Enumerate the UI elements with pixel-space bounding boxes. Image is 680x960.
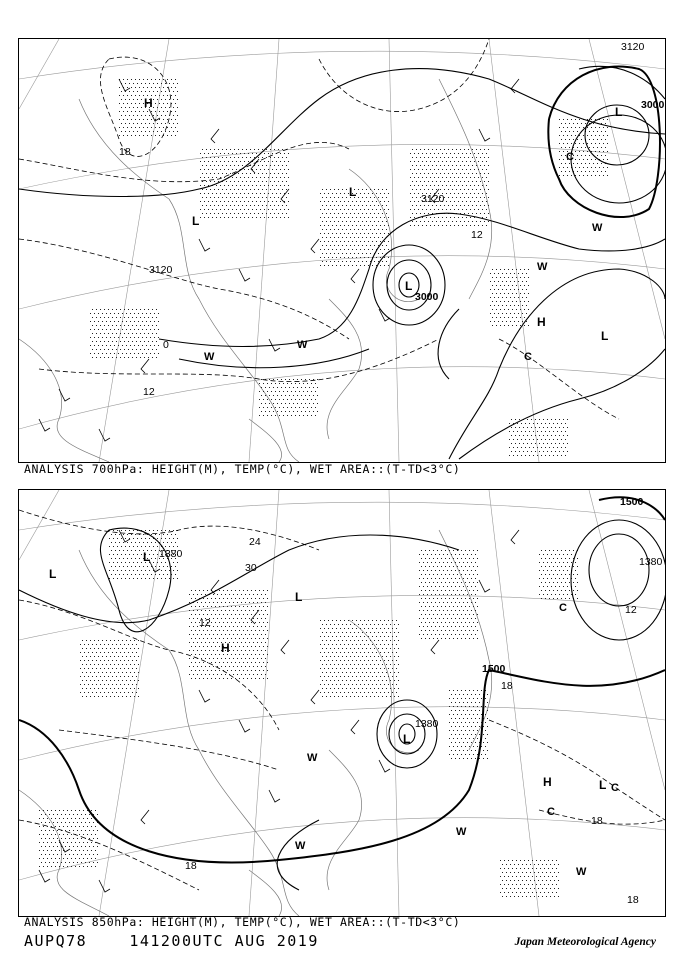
caption-700hpa: ANALYSIS 700hPa: HEIGHT(M), TEMP(°C), WET AREA::(T-TD<3°C) — [24, 462, 461, 476]
cold-center-label: C — [611, 782, 619, 794]
pressure-center-label: L — [405, 279, 413, 293]
warm-center-label: W — [576, 866, 587, 878]
pressure-center-label: H — [144, 96, 153, 110]
height-contours — [19, 66, 665, 459]
map-850hpa — [18, 489, 666, 917]
valid-datetime: 141200UTC AUG 2019 — [129, 932, 319, 950]
pressure-center-label: L — [403, 732, 411, 746]
warm-center-label: W — [307, 752, 318, 764]
chart-code: AUPQ78 — [24, 932, 88, 950]
pressure-center-label: H — [543, 775, 552, 789]
height-contour-label: 1380 — [639, 556, 663, 568]
graticule — [19, 39, 665, 462]
height-contour-label: 3120 — [621, 41, 645, 53]
coastlines — [19, 79, 492, 462]
pressure-center-label: L — [599, 778, 607, 792]
warm-center-label: W — [592, 222, 603, 234]
height-contour-label: 3120 — [149, 264, 173, 276]
pressure-center-label: H — [537, 315, 546, 329]
agency-credit: Japan Meteorological Agency — [514, 936, 656, 948]
cold-center-label: C — [566, 151, 574, 163]
height-contour-label: 3000 — [415, 291, 439, 303]
pressure-center-label: L — [192, 214, 200, 228]
pressure-center-label: L — [295, 590, 303, 604]
height-contour-label: 1500 — [482, 663, 506, 675]
height-contour-label: 3120 — [421, 193, 445, 205]
caption-850hpa: ANALYSIS 850hPa: HEIGHT(M), TEMP(°C), WET AREA::(T-TD<3°C) — [24, 915, 461, 929]
isotherm-label: 18 — [119, 146, 131, 158]
isotherm-label: 12 — [199, 617, 211, 629]
pressure-center-label: L — [143, 550, 151, 564]
warm-center-label: W — [204, 351, 215, 363]
pressure-center-label: L — [601, 329, 609, 343]
warm-center-label: W — [295, 840, 306, 852]
pressure-center-label: L — [615, 105, 623, 119]
isotherm-label: 24 — [249, 536, 261, 548]
warm-center-label: W — [297, 339, 308, 351]
height-contour-label: 1380 — [415, 718, 439, 730]
cold-center-label: C — [524, 351, 532, 363]
warm-center-label: W — [456, 826, 467, 838]
height-contour-label: 3000 — [641, 99, 665, 111]
wet-area-stipple — [39, 530, 578, 897]
height-contours — [19, 520, 665, 890]
map-850hpa-drawing — [19, 490, 665, 916]
isotherm-label: 12 — [625, 604, 637, 616]
isotherm-label: 12 — [471, 229, 483, 241]
map-700hpa-drawing — [19, 39, 665, 462]
chart-identifier — [24, 932, 319, 950]
height-contour-label: 1500 — [620, 496, 644, 508]
isotherm-label: 30 — [245, 562, 257, 574]
height-contours-bold — [548, 66, 660, 217]
height-contours-bold — [19, 497, 665, 862]
wind-barbs — [39, 79, 519, 441]
pressure-center-label: L — [349, 185, 357, 199]
warm-center-label: W — [537, 261, 548, 273]
isotherm-label: 18 — [185, 860, 197, 872]
pressure-center-label: L — [49, 567, 57, 581]
cold-center-label: C — [547, 806, 555, 818]
height-contour-label: 1380 — [159, 548, 183, 560]
isotherm-label: 18 — [501, 680, 513, 692]
isotherm-label: 12 — [143, 386, 155, 398]
pressure-center-label: H — [221, 641, 230, 655]
cold-center-label: C — [559, 602, 567, 614]
isotherm-label: 18 — [591, 815, 603, 827]
isotherm-label: 18 — [627, 894, 639, 906]
map-700hpa — [18, 38, 666, 463]
isotherm-label: 0 — [163, 339, 169, 351]
